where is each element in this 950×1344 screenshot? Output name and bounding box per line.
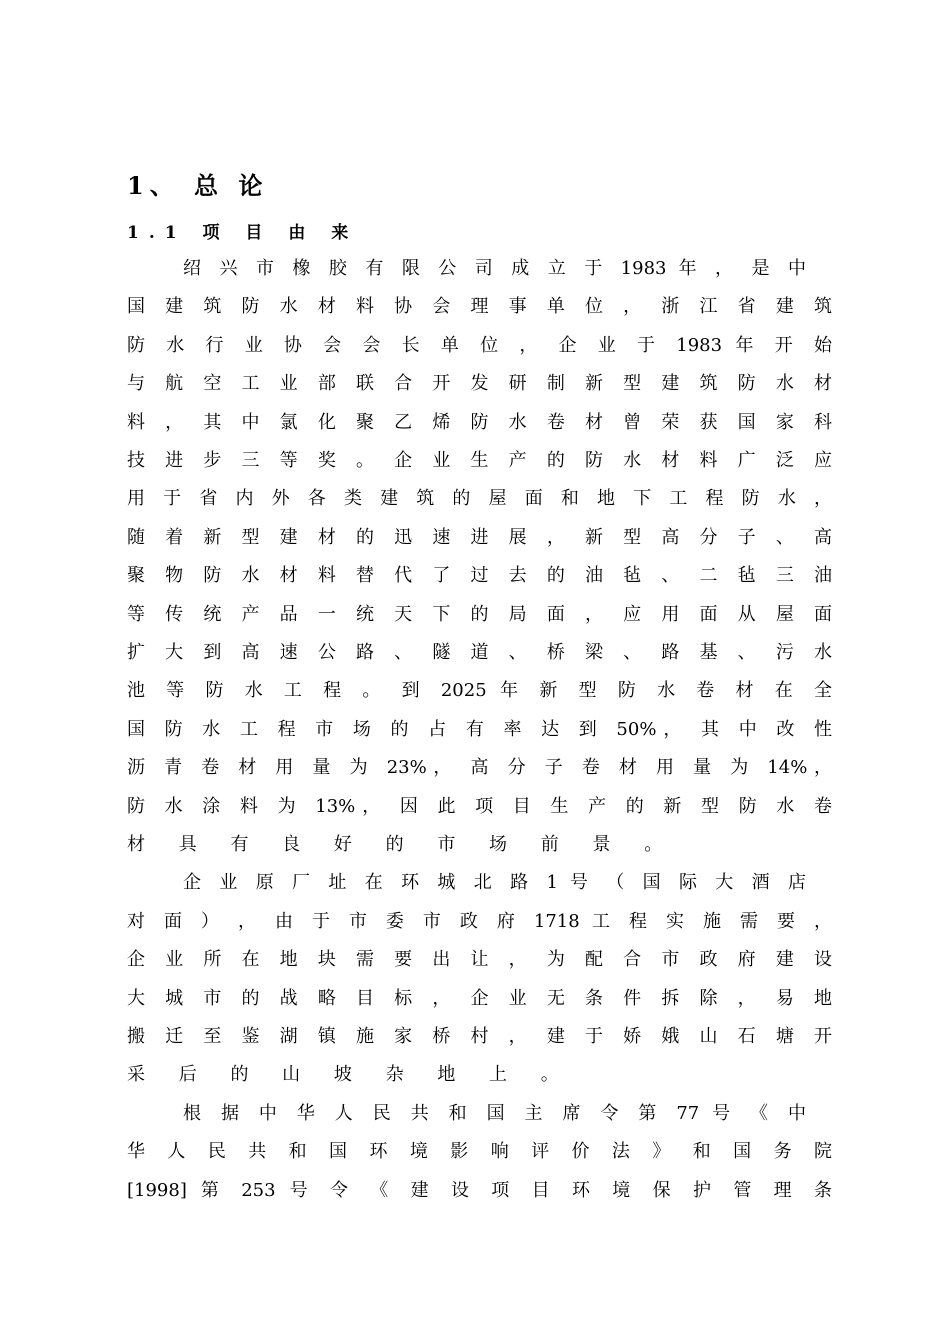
paragraph-3-line-1: 根 据 中 华 人 民 共 和 国 主 席 令 第 77 号 《 中 <box>183 1103 806 1124</box>
paragraph-2-line-3: 企 业 所 在 地 块 需 要 出 让 ， 为 配 合 市 政 府 建 设 <box>127 949 832 970</box>
paragraph-1-line-9: 聚 物 防 水 材 料 替 代 了 过 去 的 油 毡 、 二 毡 三 油 <box>127 565 832 586</box>
paragraph-1-line-1: 绍 兴 市 橡 胶 有 限 公 司 成 立 于 1983 年 ， 是 中 <box>183 258 806 279</box>
paragraph-1-line-2: 国 建 筑 防 水 材 料 协 会 理 事 单 位 ， 浙 江 省 建 筑 <box>127 296 832 317</box>
paragraph-1-line-4: 与 航 空 工 业 部 联 合 开 发 研 制 新 型 建 筑 防 水 材 <box>127 373 832 394</box>
paragraph-2-line-6: 采 后 的 山 坡 杂 地 上 。 <box>127 1064 573 1085</box>
paragraph-1-line-12: 池 等 防 水 工 程 。 到 2025 年 新 型 防 水 卷 材 在 全 <box>127 680 832 701</box>
paragraph-2-line-2: 对 面 ） ， 由 于 市 委 市 政 府 1718 工 程 实 施 需 要 ， <box>127 911 833 932</box>
paragraph-1-line-6: 技 进 步 三 等 奖 。 企 业 生 产 的 防 水 材 料 广 泛 应 <box>127 450 832 471</box>
paragraph-1-line-11: 扩 大 到 高 速 公 路 、 隧 道 、 桥 梁 、 路 基 、 污 水 <box>127 642 832 663</box>
paragraph-2-line-5: 搬 迁 至 鉴 湖 镇 施 家 桥 村 ， 建 于 娇 娥 山 石 塘 开 <box>127 1026 832 1047</box>
paragraph-1-line-15: 防 水 涂 料 为 13%， 因 此 项 目 生 产 的 新 型 防 水 卷 <box>127 796 832 817</box>
paragraph-1-line-8: 随 着 新 型 建 材 的 迅 速 进 展 ， 新 型 高 分 子 、 高 <box>127 527 832 548</box>
paragraph-1-line-5: 料 ， 其 中 氯 化 聚 乙 烯 防 水 卷 材 曾 荣 获 国 家 科 <box>127 412 832 433</box>
paragraph-2-line-1: 企 业 原 厂 址 在 环 城 北 路 1 号 （ 国 际 大 酒 店 <box>183 872 807 893</box>
subsection-title: 1.1 项 目 由 来 <box>127 223 359 243</box>
paragraph-1-line-16: 材 具 有 良 好 的 市 场 前 景 。 <box>127 834 677 855</box>
section-title: 1、 总 论 <box>127 171 269 200</box>
paragraph-1-line-7: 用 于 省 内 外 各 类 建 筑 的 屋 面 和 地 下 工 程 防 水 ， <box>127 488 832 509</box>
paragraph-1-line-3: 防 水 行 业 协 会 会 长 单 位 ， 企 业 于 1983 年 开 始 <box>127 335 832 356</box>
paragraph-1-line-14: 沥 青 卷 材 用 量 为 23%， 高 分 子 卷 材 用 量 为 14%， <box>127 757 832 778</box>
paragraph-3-line-2: 华 人 民 共 和 国 环 境 影 响 评 价 法 》 和 国 务 院 <box>127 1141 832 1162</box>
paragraph-3-line-3: [1998] 第 253 号 令 《 建 设 项 目 环 境 保 护 管 理 条 <box>127 1180 832 1201</box>
paragraph-2-line-4: 大 城 市 的 战 略 目 标 ， 企 业 无 条 件 拆 除 ， 易 地 <box>127 988 832 1009</box>
paragraph-1-line-10: 等 传 统 产 品 一 统 天 下 的 局 面 ， 应 用 面 从 屋 面 <box>127 604 832 625</box>
paragraph-1-line-13: 国 防 水 工 程 市 场 的 占 有 率 达 到 50%， 其 中 改 性 <box>127 719 832 740</box>
